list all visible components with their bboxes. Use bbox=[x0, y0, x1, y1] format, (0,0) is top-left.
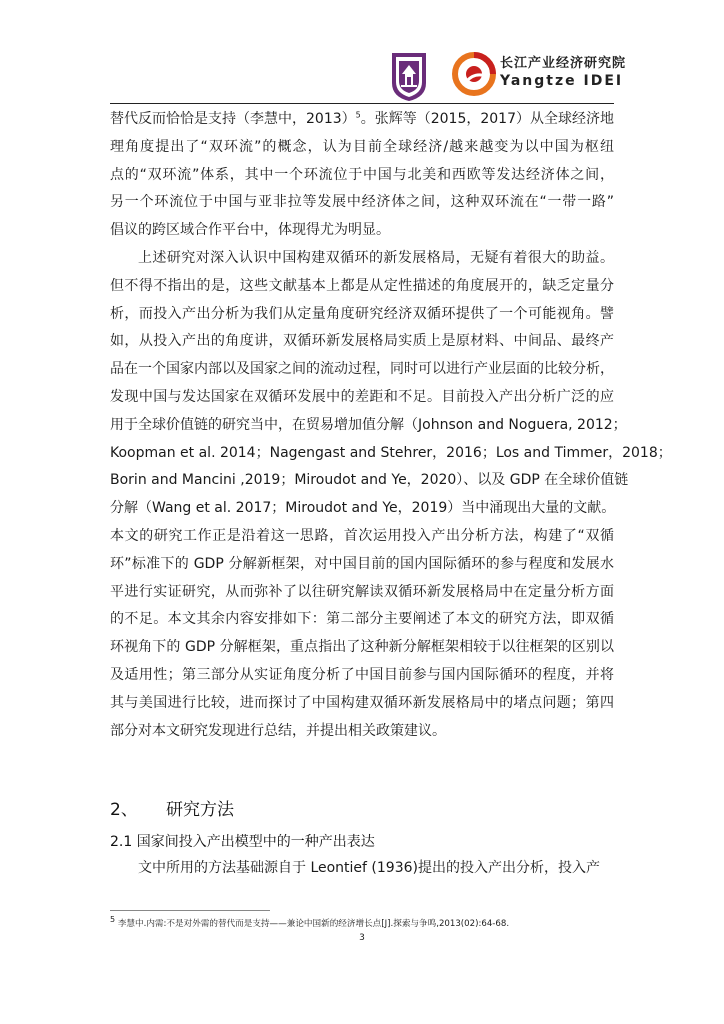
text-line: 文中所用的方法基础源自于 Leontief (1936)提出的投入产出分析，投入产 bbox=[138, 860, 600, 876]
paragraph-2 bbox=[110, 245, 672, 745]
text-line: 平进行实证研究，从而弥补了以往研究解读双循环新发展格局中在定量分析方面 bbox=[110, 583, 614, 600]
paragraph-1 bbox=[110, 106, 614, 245]
text-line: 本文的研究工作正是沿着这一思路，首次运用投入产出分析方法，构建了“双循 bbox=[110, 527, 614, 544]
header-logos bbox=[388, 46, 627, 106]
text-line: 倡议的跨区域合作平台中，体现得尤为明显。 bbox=[110, 222, 390, 239]
text-line: 替代反而恰恰是支持（李慧中，2013）$^5$。张辉等（2015，2017）从全球经济地 bbox=[110, 110, 614, 127]
section-number: 2、 bbox=[110, 800, 138, 820]
section-heading bbox=[110, 795, 234, 820]
text-line: 品在一个国家内部以及国家之间的流动过程，同时可以进行产业层面的比较分析， bbox=[110, 361, 614, 378]
text-line: 点的“双环流”体系，其中一个环流位于中国与北美和西欧等发达经济体之间， bbox=[110, 166, 614, 183]
text-line: Koopman et al. 2014；Nagengast and Stehrer，2016；Los and Timmer，2018； bbox=[110, 444, 672, 461]
text-line: 如，从投入产出的角度讲，双循环新发展格局实质上是原材料、中间品、最终产 bbox=[110, 333, 614, 350]
header-divider bbox=[110, 103, 614, 104]
footnote-text: 李慧中.内需:不是对外需的替代而是支持——兼论中国新的经济增长点[J].探索与争鸣,2013(02):64-68. bbox=[117, 919, 510, 929]
text-line: 其与美国进行比较，进而探讨了中国构建双循环新发展格局中的堵点问题；第四 bbox=[110, 694, 614, 711]
text-line: 部分对本文研究发现进行总结，并提出相关政策建议。 bbox=[110, 722, 446, 739]
footnote bbox=[110, 917, 509, 929]
org-name-en: Yangtze IDEI bbox=[500, 73, 624, 89]
university-emblem-icon bbox=[388, 49, 430, 103]
text-line: 环”标准下的 GDP 分解新框架，对中国目前的国内国际循环的参与程度和发展水 bbox=[110, 555, 614, 572]
idei-wordmark bbox=[500, 52, 640, 89]
footnote-mark: 5 bbox=[110, 915, 116, 925]
footnote-ref[interactable]: 5 bbox=[355, 110, 361, 120]
idei-logo-icon bbox=[452, 52, 496, 96]
text-line: 上述研究对深入认识中国构建双循环的新发展格局，无疑有着很大的助益。 bbox=[138, 249, 614, 266]
footnote-divider bbox=[110, 910, 270, 911]
text-line: 发现中国与发达国家在双循环发展中的差距和不足。目前投入产出分析广泛的应 bbox=[110, 388, 614, 405]
text-line: 另一个环流位于中国与亚非拉等发展中经济体之间，这种双环流在“一带一路” bbox=[110, 194, 614, 211]
text-line: 但不得不指出的是，这些文献基本上都是从定性描述的角度展开的，缺乏定量分 bbox=[110, 277, 614, 294]
subsection-heading: 2.1 国家间投入产出模型中的一种产出表达 bbox=[110, 834, 375, 850]
text-line: 用于全球价值链的研究当中，在贸易增加值分解（Johnson and Noguera, 2012； bbox=[110, 416, 627, 433]
section-title: 研究方法 bbox=[166, 800, 234, 820]
text-line: Borin and Mancini ,2019；Miroudot and Ye，2020）、以及 GDP 在全球价值链 bbox=[110, 472, 629, 489]
text-line: 的不足。本文其余内容安排如下：第二部分主要阐述了本文的研究方法，即双循 bbox=[110, 611, 614, 628]
page-number: 3 bbox=[359, 933, 365, 943]
text-line: 环视角下的 GDP 分解框架，重点指出了这种新分解框架相较于以往框架的区别以 bbox=[110, 639, 614, 656]
text-line: 分解（Wang et al. 2017；Miroudot and Ye，2019）当中涌现出大量的文献。 bbox=[110, 500, 616, 517]
org-name-cn: 长江产业经济研究院 bbox=[500, 56, 627, 71]
document-body bbox=[110, 106, 672, 745]
text-line: 及适用性；第三部分从实证角度分析了中国目前参与国内国际循环的程度，并将 bbox=[110, 666, 614, 683]
text-line: 理角度提出了“双环流”的概念，认为目前全球经济/越来越变为以中国为枢纽 bbox=[110, 138, 614, 155]
text-line: 析，而投入产出分析为我们从定量角度研究经济双循环提供了一个可能视角。譬 bbox=[110, 305, 614, 322]
